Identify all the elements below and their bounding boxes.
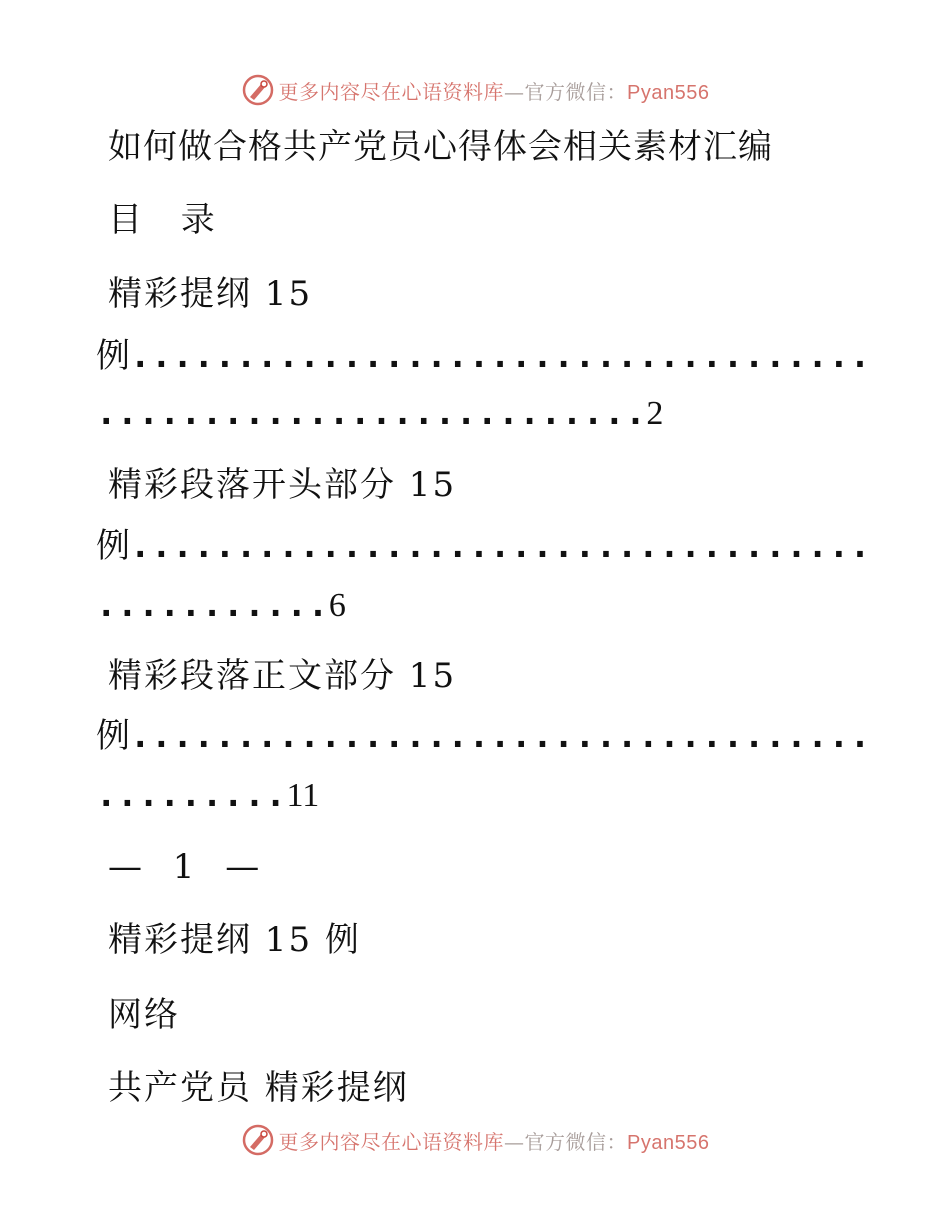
watermark-prefix: 更多内容尽在心语资料库: [278, 1129, 505, 1154]
toc-entry-1-continuation: [96, 336, 871, 376]
toc-entry-1-leader-line: [96, 393, 663, 434]
section-subheading: 共产党员 精彩提纲: [108, 1068, 409, 1108]
toc-entry-3-continuation: [96, 716, 871, 756]
header-watermark-banner: [0, 70, 950, 110]
pen-logo-icon: [241, 73, 275, 107]
toc-entry-2-leader-line: [96, 585, 346, 626]
watermark-wechat: 官方微信：: [524, 1129, 628, 1154]
watermark-wechat: 官方微信：: [524, 79, 628, 104]
toc-entry-3-leader-2: .........: [96, 775, 287, 815]
toc-entry-2-label: 精彩段落开头部分 15: [108, 465, 457, 505]
watermark-id: Pyan556: [627, 81, 710, 104]
toc-entry-3-page: 11: [286, 777, 320, 814]
toc-entry-3-leader-1: ...................................: [130, 716, 871, 756]
toc-entry-2-leader-1: ...................................: [130, 526, 871, 566]
toc-entry-2-leader-2: ...........: [96, 585, 329, 625]
toc-entry-3-label: 精彩段落正文部分 15: [108, 656, 457, 696]
toc-entry-2-continuation: [96, 526, 871, 566]
footer-watermark-banner: [0, 1120, 950, 1160]
toc-entry-2-page: 6: [328, 587, 346, 624]
toc-entry-3-cont-text: 例: [96, 716, 130, 756]
watermark-dash: —: [504, 79, 525, 104]
section-heading: 精彩提纲 15 例: [108, 920, 361, 960]
document-title: 如何做合格共产党员心得体会相关素材汇编: [108, 127, 773, 167]
toc-entry-1-label: 精彩提纲 15: [108, 274, 313, 314]
pen-logo-icon: [241, 1123, 275, 1157]
watermark-id: Pyan556: [627, 1131, 710, 1154]
toc-entry-2-cont-text: 例: [96, 526, 130, 566]
section-tag: 网络: [108, 995, 180, 1035]
toc-entry-1-leader-1: ...................................: [130, 336, 871, 376]
toc-entry-1-leader-2: ..........................: [96, 393, 647, 433]
toc-entry-1-cont-text: 例: [96, 336, 130, 376]
page-number: — 1 —: [108, 847, 270, 887]
watermark-text: [279, 1126, 710, 1155]
watermark-dash: —: [504, 1129, 525, 1154]
toc-entry-1-page: 2: [646, 395, 664, 432]
toc-entry-3-leader-line: [96, 775, 319, 816]
toc-heading: 目 录: [108, 200, 229, 240]
watermark-text: [279, 76, 710, 105]
watermark-prefix: 更多内容尽在心语资料库: [278, 79, 505, 104]
